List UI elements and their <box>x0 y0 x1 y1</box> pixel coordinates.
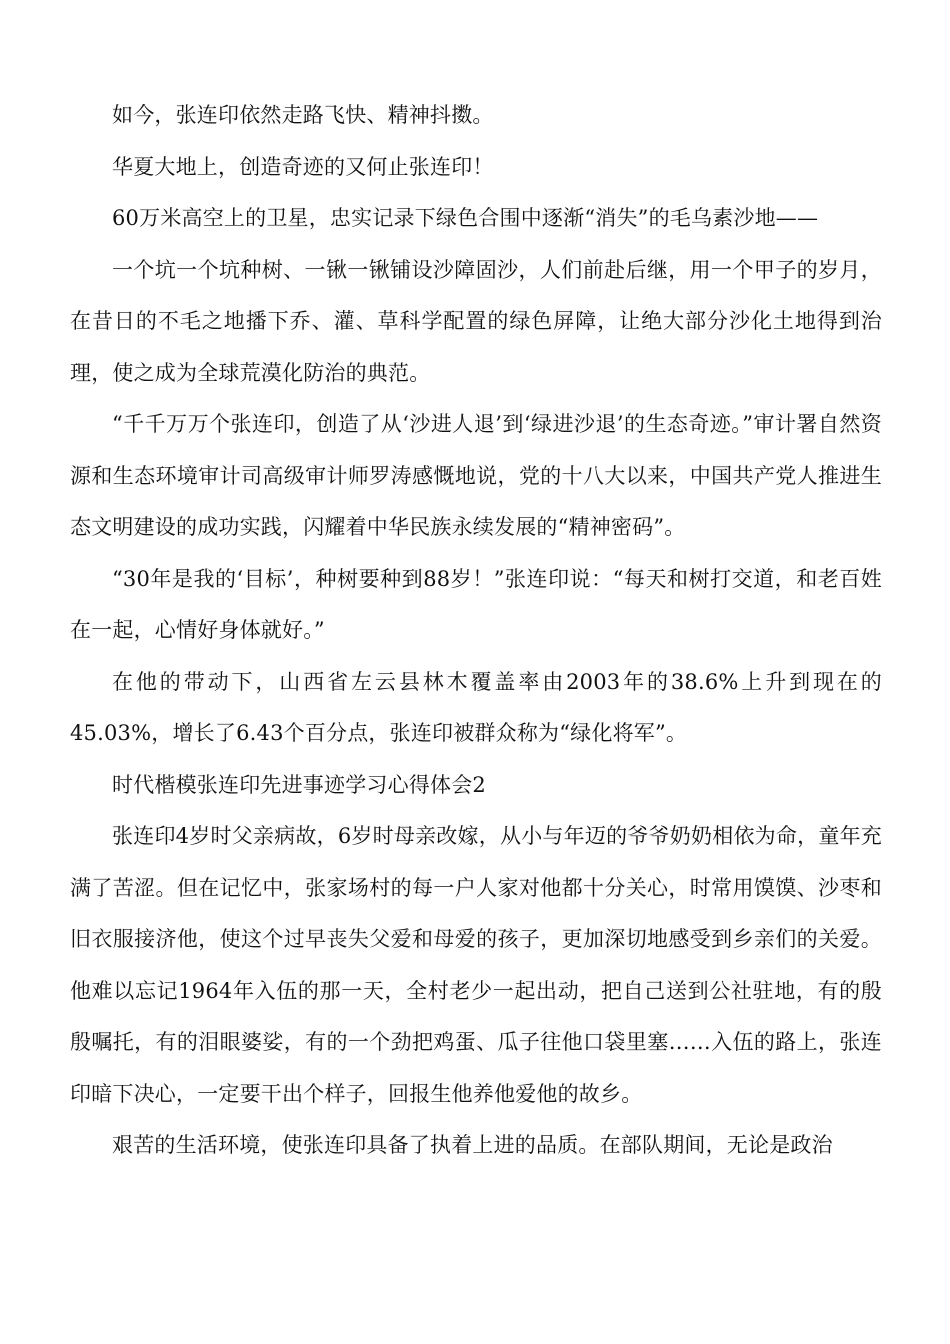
paragraph: 在他的带动下，山西省左云县林木覆盖率由2003年的38.6%上升到现在的45.03%，增长了6.43个百分点，张连印被群众称为“绿化将军”。 <box>70 669 882 745</box>
paragraph: “30年是我的‘目标’，种树要种到88岁！”张连印说：“每天和树打交道，和老百姓在一起，心情好身体就好。” <box>70 566 882 642</box>
paragraph: 张连印4岁时父亲病故，6岁时母亲改嫁，从小与年迈的爷爷奶奶相依为命，童年充满了苦涩。但在记忆中，张家场村的每一户人家对他都十分关心，时常用馍馍、沙枣和旧衣服接济他，使这个过早丧失父爱和母爱的孩子，更加深切地感受到乡亲们的关爱。他难以忘记1964年入伍的那一天，全村老少一起出动，把自己送到公社驻地，有的殷殷嘱托，有的泪眼婆娑，有的一个劲把鸡蛋、瓜子往他口袋里塞……入伍的路上，张连印暗下决心，一定要干出个样子，回报生他养他爱他的故乡。 <box>70 824 882 1106</box>
paragraph: 60万米高空上的卫星，忠实记录下绿色合围中逐渐“消失”的毛乌素沙地—— <box>112 206 819 230</box>
paragraph: 如今，张连印依然走路飞快、精神抖擞。 <box>112 103 494 127</box>
paragraph: “千千万万个张连印，创造了从‘沙进人退’到‘绿进沙退’的生态奇迹。”审计署自然资源和生态环境审计司高级审计师罗涛感慨地说，党的十八大以来，中国共产党人推进生态文明建设的成功实践，闪耀着中华民族永续发展的“精神密码”。 <box>70 412 882 539</box>
section-heading: 时代楷模张连印先进事迹学习心得体会2 <box>112 772 486 797</box>
document-body <box>70 90 882 1172</box>
paragraph: 一个坑一个坑种树、一锹一锹铺设沙障固沙，人们前赴后继，用一个甲子的岁月，在昔日的不毛之地播下乔、灌、草科学配置的绿色屏障，让绝大部分沙化土地得到治理，使之成为全球荒漠化防治的典范。 <box>70 257 882 385</box>
paragraph: 华夏大地上，创造奇迹的又何止张连印！ <box>112 154 494 179</box>
paragraph: 艰苦的生活环境，使张连印具备了执着上进的品质。在部队期间，无论是政治 <box>112 1133 833 1157</box>
